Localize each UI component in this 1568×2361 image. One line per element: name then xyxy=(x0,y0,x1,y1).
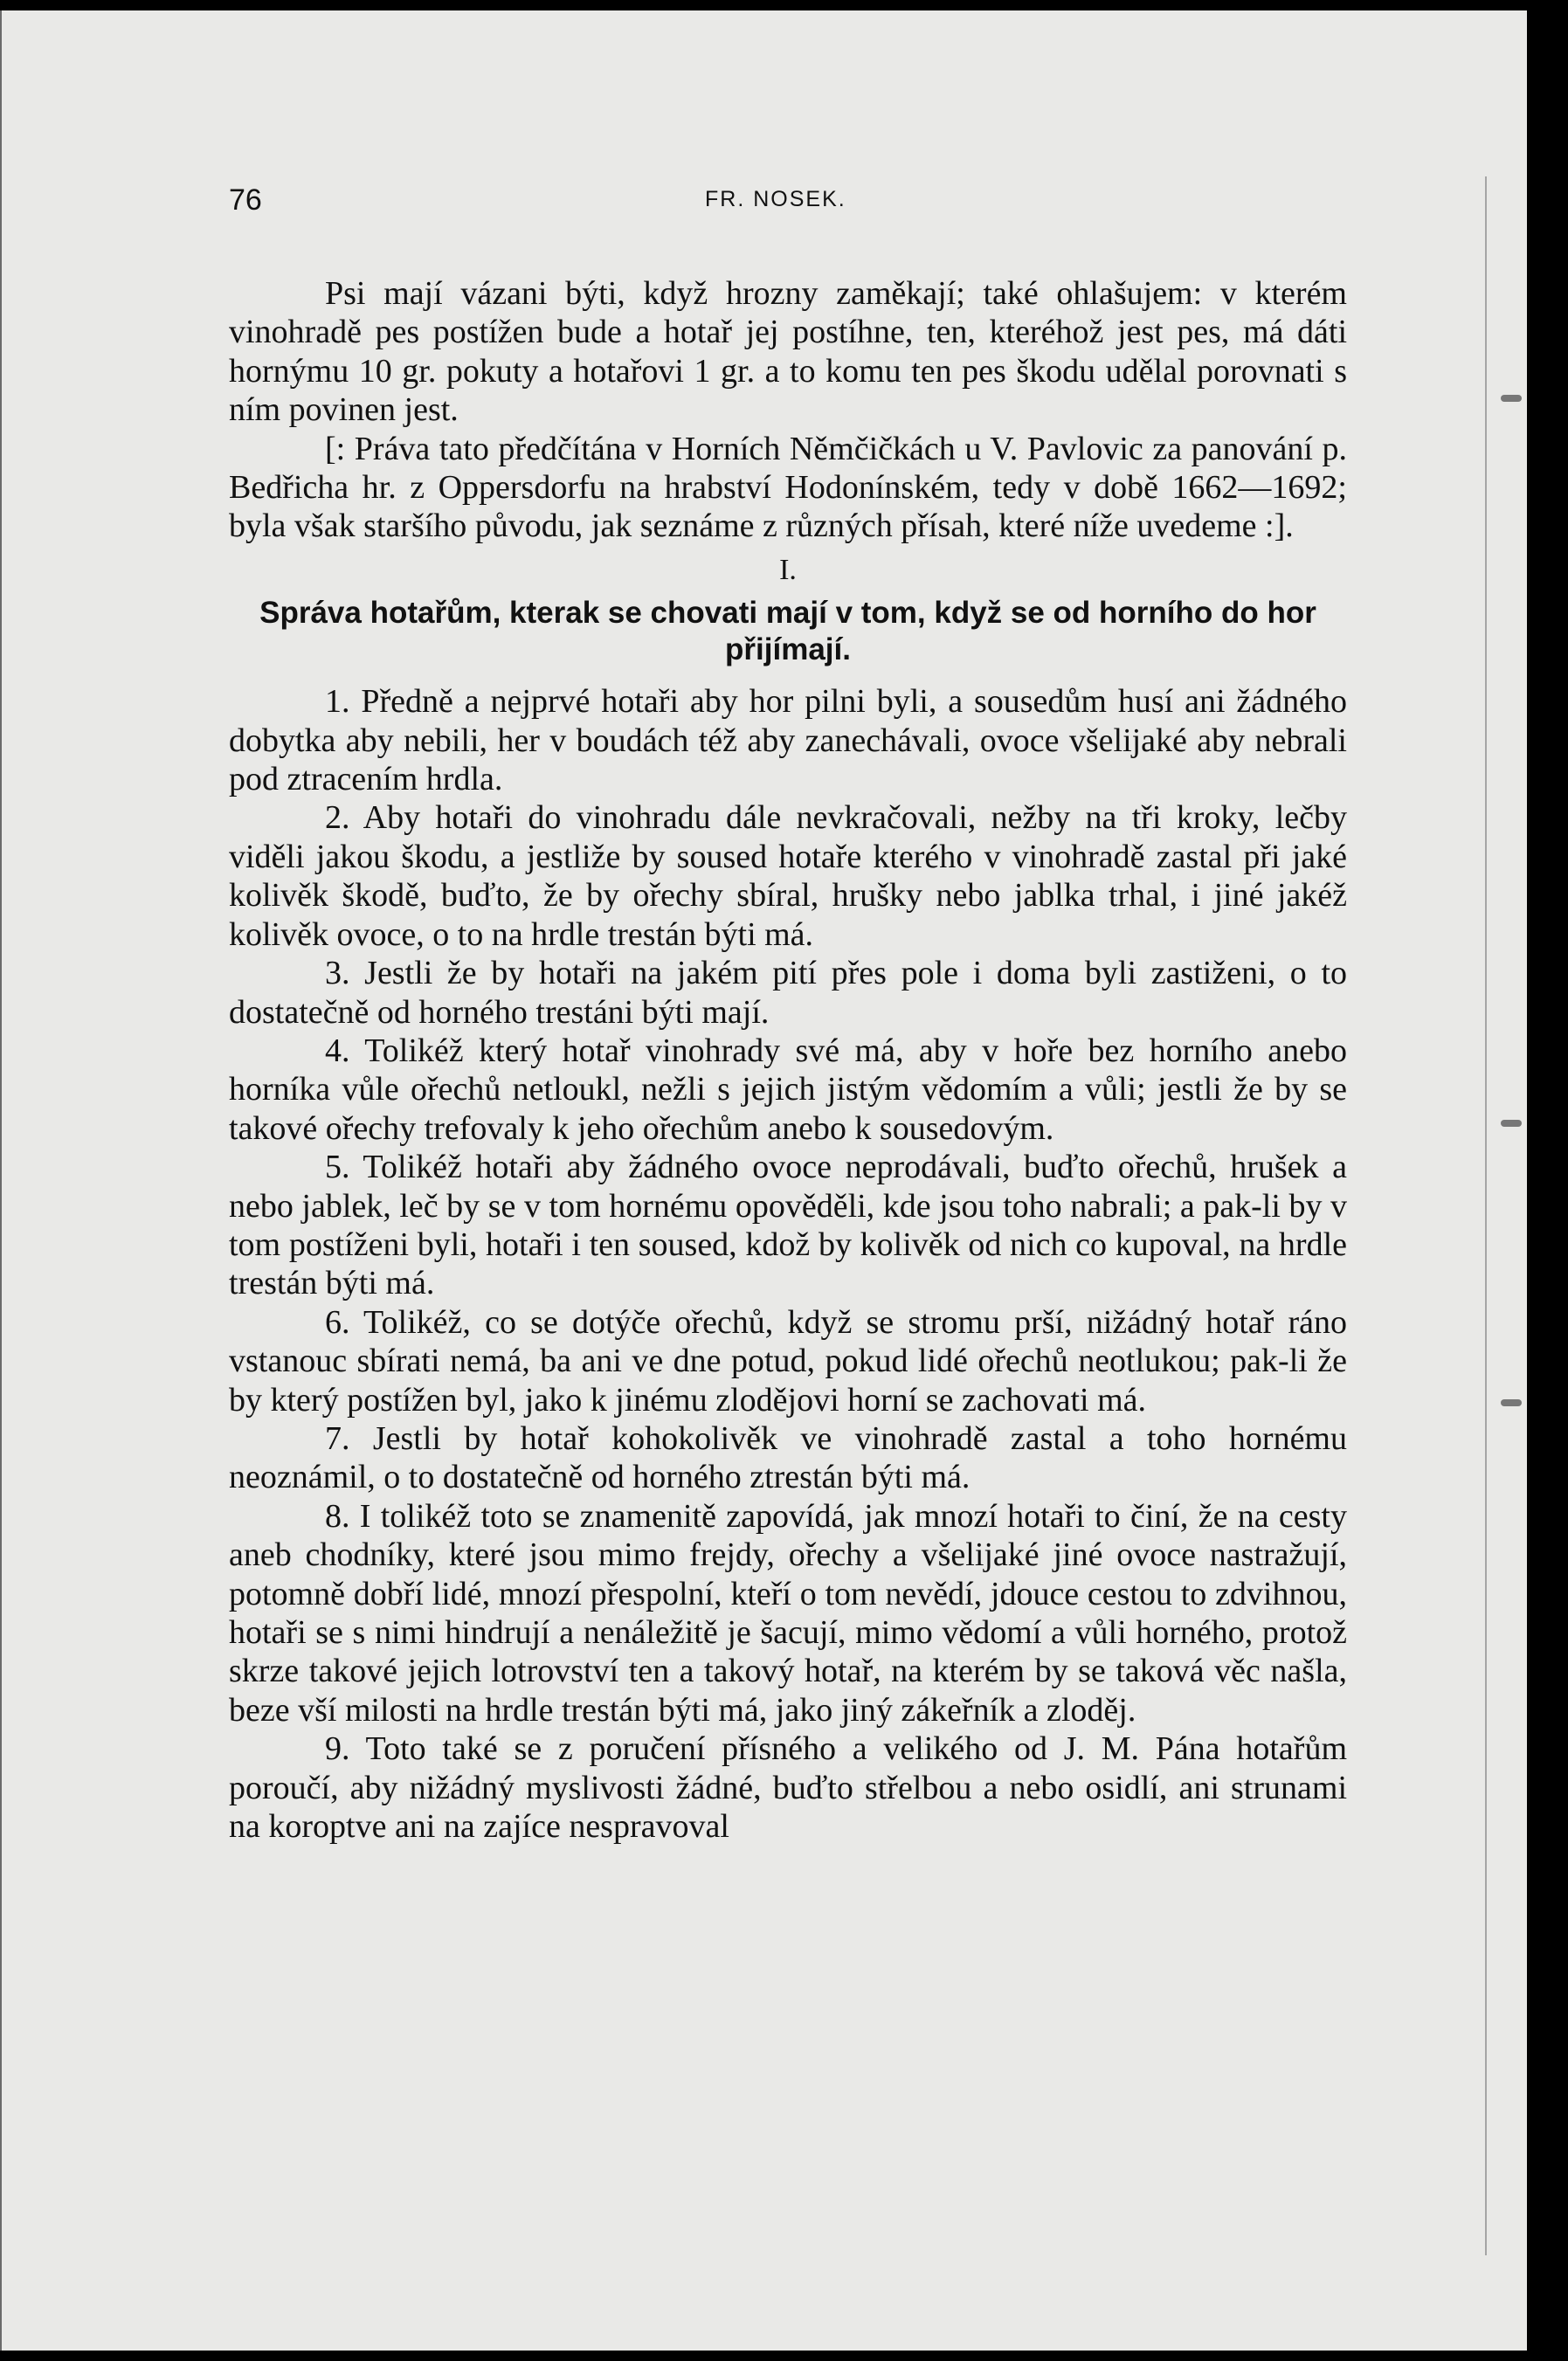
margin-mark xyxy=(1501,1399,1522,1406)
page-header xyxy=(229,183,1347,225)
paragraph: 8. I tolikéž toto se znamenitě zapovídá, jak mnozí hotaři to činí, že na cesty aneb chodníky, které jsou mimo frejdy, ořechy a všelijaké jiné ovoce nastražují, potomně dobří lidé, mnozí přespolní, kteří o tom nevědí, jdouce cestou to zdvihnou, hotaři se s nimi hindrují a nenáležitě je šacují, mimo vědomí a vůli horného, protož skrze takové jejich lotrovství ten a takový hotař, na kterém by se taková věc našla, beze vší milosti na hrdle trestán býti má, jako jiný zákeřník a zloděj. xyxy=(229,1497,1347,1729)
book-page xyxy=(0,10,1527,2351)
scan-line-right xyxy=(1485,176,1487,2255)
scan-line-left xyxy=(0,10,2,2351)
section-title: Správa hotařům, kterak se chovati mají v tom, když se od horního do hor přijímají. xyxy=(259,596,1316,667)
main-text xyxy=(229,274,1347,1846)
paragraph: Psi mají vázani býti, když hrozny zaměkají; také ohlašujem: v kterém vinohradě pes postížen bude a hotař jej postíhne, ten, kteréhož jest pes, má dáti hornýmu 10 gr. pokuty a hotařovi 1 gr. a to komu ten pes škodu udělal porovnati s ním povinen jest. xyxy=(229,275,1347,429)
editorial-note: [: Práva tato předčítána v Horních Němčičkách u V. Pavlovic za panování p. Bedřicha hr. z Oppersdorfu na hrabství Hodonínském, tedy v době 1662—1692; byla však staršího původu, jak seznáme z různých přísah, které níže uvedeme :]. xyxy=(229,430,1347,545)
scan-border-right xyxy=(1527,0,1568,2361)
running-head: FR. NOSEK. xyxy=(705,187,846,211)
margin-mark xyxy=(1501,395,1522,402)
paragraph: 9. Toto také se z poručení přísného a velikého od J. M. Pána hotařům poroučí, aby nižádný myslivosti žádné, buďto střelbou a nebo osidlí, ani strunami na koroptve ani na zajíce nespravoval xyxy=(229,1730,1347,1846)
paragraph: 2. Aby hotaři do vinohradu dále nevkračovali, nežby na tři kroky, lečby viděli jakou škodu, a jestliže by soused hotaře kterého v vinohradě zastal při jaké kolivěk škodě, buďto, že by ořechy sbíral, hrušky nebo jablka trhal, i jiné jakéž kolivěk ovoce, o to na hrdle trestán býti má. xyxy=(229,799,1347,953)
paragraph: 1. Předně a nejprvé hotaři aby hor pilni byli, a sousedům husí ani žádného dobytka aby nebili, her v boudách též aby zanechávali, ovoce všelijaké aby nebrali pod ztracením hrdla. xyxy=(229,683,1347,798)
paragraph: 3. Jestli že by hotaři na jakém pití přes pole i doma byli zastiženi, o to dostatečně od horného trestáni býti mají. xyxy=(229,955,1347,1031)
paragraph: 5. Tolikéž hotaři aby žádného ovoce neprodávali, buďto ořechů, hrušek a nebo jablek, leč by se v tom hornému opověděli, kde jsou toho nabrali; a pak-li by v tom postíženi byli, hotaři i ten soused, kdož by kolivěk od nich co kupoval, na hrdle trestán býti má. xyxy=(229,1149,1347,1302)
page-number: 76 xyxy=(229,183,262,217)
section-number: I. xyxy=(779,553,797,586)
paragraph: 6. Tolikéž, co se dotýče ořechů, když se stromu prší, nižádný hotař ráno vstanouc sbírati nemá, ba ani ve dne potud, pokud lidé ořechů neotlukou; pak-li že by který postížen byl, jako k jinému zlodějovi horní se zachovati má. xyxy=(229,1303,1347,1419)
paragraph: 7. Jestli by hotař kohokolivěk ve vinohradě zastal a toho hornému neoznámil, o to dostatečně od horného ztrestán býti má. xyxy=(229,1419,1347,1496)
paragraph: 4. Tolikéž který hotař vinohrady své má, aby v hoře bez horního anebo horníka vůle ořechů netloukl, nežli s jejich jistým vědomím a vůli; jestli že by se takové ořechy trefovaly k jeho ořechům anebo k sousedovým. xyxy=(229,1032,1347,1147)
margin-mark xyxy=(1501,1120,1522,1127)
